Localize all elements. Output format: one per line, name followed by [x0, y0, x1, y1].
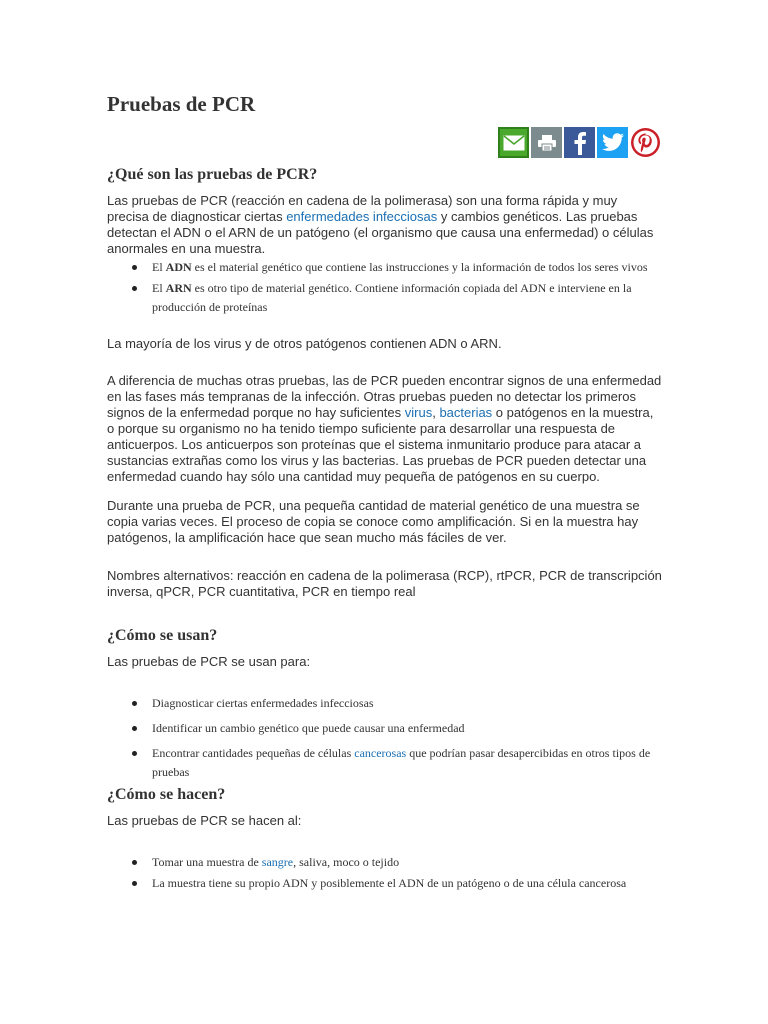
link-virus[interactable]: virus — [404, 405, 433, 420]
email-share-button[interactable] — [498, 127, 529, 158]
section-heading-what: ¿Qué son las pruebas de PCR? — [107, 166, 318, 183]
uses-intro: Las pruebas de PCR se usan para: — [107, 654, 311, 669]
envelope-icon — [503, 135, 525, 151]
print-button[interactable] — [531, 127, 562, 158]
twitter-share-button[interactable] — [597, 127, 628, 158]
link-cancerosas[interactable]: cancerosas — [354, 746, 407, 760]
list-item: Diagnosticar ciertas enfermedades infecciosas — [152, 694, 662, 713]
pinterest-share-button[interactable] — [630, 127, 661, 158]
list-item: Tomar una muestra de sangre, saliva, moco o tejido — [152, 853, 662, 872]
dna-rna-list — [107, 258, 662, 317]
how-intro: Las pruebas de PCR se hacen al: — [107, 813, 302, 828]
share-toolbar — [498, 127, 661, 158]
virus-note: La mayoría de los virus y de otros patógenos contienen ADN o ARN. — [107, 336, 502, 351]
section-heading-how: ¿Cómo se hacen? — [107, 786, 226, 803]
section-heading-uses: ¿Cómo se usan? — [107, 627, 218, 644]
facebook-icon — [573, 131, 587, 155]
printer-icon — [537, 134, 557, 152]
facebook-share-button[interactable] — [564, 127, 595, 158]
twitter-icon — [601, 133, 625, 153]
link-bacterias[interactable]: bacterias — [439, 405, 493, 420]
list-item: La muestra tiene su propio ADN y posiblemente el ADN de un patógeno o de una célula cancerosa — [152, 874, 662, 893]
early-detection-paragraph: A diferencia de muchas otras pruebas, las de PCR pueden encontrar signos de una enfermedad en las fases más tempranas de la infección. Otras pruebas pueden no detectar los primeros signos de la enfermedad porque no hay suficientes virus, bacterias o patógenos en la muestra, o porque su organismo no ha tenido tiempo suficiente para desarrollar una respuesta de anticuerpos. Los anticuerpos son proteínas que el sistema inmunitario produce para atacar a sustancias extrañas como los virus y las bacterias. Las pruebas de PCR pueden detectar una enfermedad cuando hay sólo una cantidad muy pequeña de patógenos en su cuerpo. — [107, 373, 662, 484]
uses-list — [107, 694, 662, 782]
list-item: El ARN es otro tipo de material genético. Contiene información copiada del ADN e interviene en la producción de proteínas — [152, 279, 662, 317]
page-title: Pruebas de PCR — [107, 92, 256, 116]
pinterest-icon — [630, 127, 661, 158]
how-list — [107, 853, 662, 893]
link-sangre[interactable]: sangre — [261, 855, 294, 869]
list-item: El ADN es el material genético que contiene las instrucciones y la información de todos los seres vivos — [152, 258, 662, 277]
intro-paragraph: Las pruebas de PCR (reacción en cadena de la polimerasa) son una forma rápida y muy precisa de diagnosticar ciertas enfermedades infecciosas y cambios genéticos. Las pruebas detectan el ADN o el ARN de un patógeno (el organismo que causa una enfermedad) o células anormales en una muestra. — [107, 193, 654, 256]
amplification-paragraph: Durante una prueba de PCR, una pequeña cantidad de material genético de una muestra se copia varias veces. El proceso de copia se conoce como amplificación. Si en la muestra hay patógenos, la amplificación hace que sean mucho más fáciles de ver. — [107, 498, 640, 545]
link-enfermedades-infecciosas[interactable]: enfermedades infecciosas — [286, 209, 438, 224]
list-item: Encontrar cantidades pequeñas de células cancerosas que podrían pasar desapercibidas en otros tipos de pruebas — [152, 744, 662, 782]
alternative-names: Nombres alternativos: reacción en cadena de la polimerasa (RCP), rtPCR, PCR de transcripción inversa, qPCR, PCR cuantitativa, PCR en tiempo real — [107, 568, 662, 599]
list-item: Identificar un cambio genético que puede causar una enfermedad — [152, 719, 662, 738]
